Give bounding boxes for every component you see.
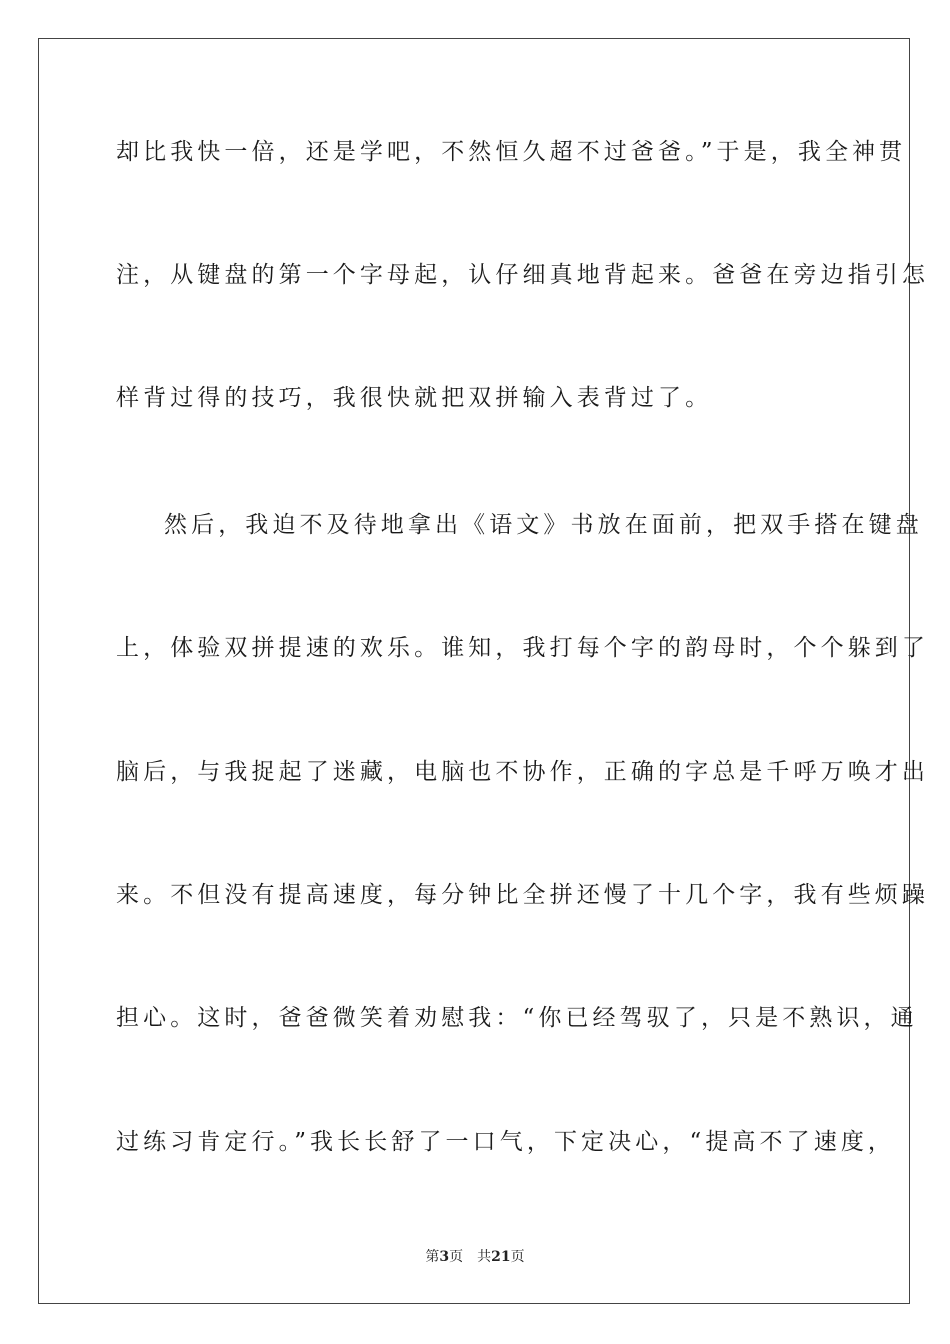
paragraph-line-6: 脑后，与我捉起了迷藏，电脑也不协作，正确的字总是千呼万唤才出 bbox=[116, 759, 929, 785]
page-frame bbox=[38, 38, 929, 1304]
paragraph-line-1: 却比我快一倍，还是学吧，不然恒久超不过爸爸。”于是，我全神贯 bbox=[116, 139, 907, 165]
total-prefix: 共 bbox=[477, 1249, 492, 1265]
paragraph-line-5: 上，体验双拼提速的欢乐。谁知，我打每个字的韵母时，个个躲到了 bbox=[116, 635, 929, 661]
page-suffix: 页 bbox=[449, 1249, 464, 1265]
page-number: 3 bbox=[439, 1249, 450, 1265]
paragraph-line-7: 来。不但没有提高速度，每分钟比全拼还慢了十几个字，我有些烦躁 bbox=[116, 882, 929, 908]
paragraph-line-2: 注，从键盘的第一个字母起，认仔细真地背起来。爸爸在旁边指引怎 bbox=[116, 262, 929, 288]
paragraph-line-4: 然后，我迫不及待地拿出《语文》书放在面前，把双手搭在键盘 bbox=[164, 512, 923, 538]
paragraph-line-3: 样背过得的技巧，我很快就把双拼输入表背过了。 bbox=[116, 385, 713, 411]
page-footer bbox=[0, 1248, 950, 1266]
page-prefix: 第 bbox=[425, 1249, 440, 1265]
total-suffix: 页 bbox=[510, 1249, 525, 1265]
total-pages: 21 bbox=[491, 1249, 511, 1265]
paragraph-line-8: 担心。这时，爸爸微笑着劝慰我：“你已经驾驭了，只是不熟识，通 bbox=[116, 1005, 918, 1031]
paragraph-line-9: 过练习肯定行。”我长长舒了一口气，下定决心，“提高不了速度， bbox=[116, 1129, 896, 1155]
